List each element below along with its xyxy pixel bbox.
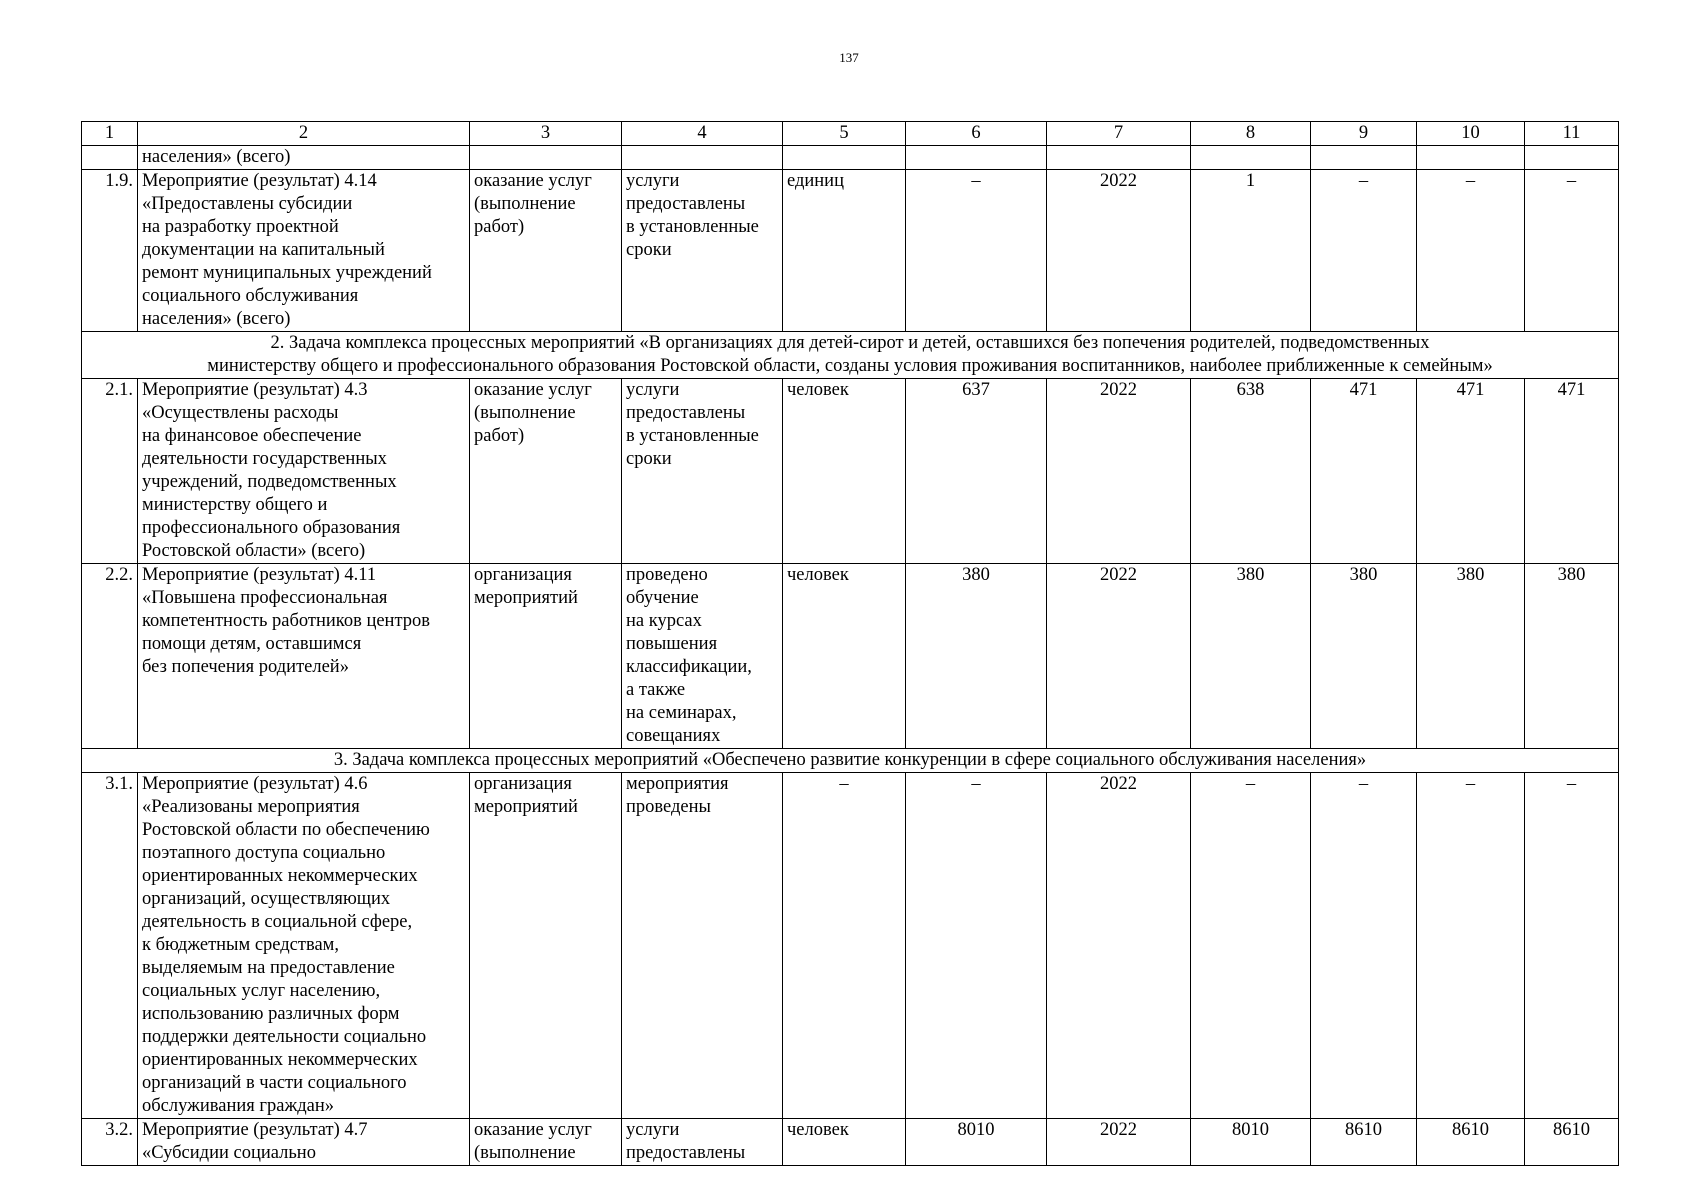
activity-type: оказание услуг (выполнение работ) <box>470 379 622 564</box>
value-cell: 380 <box>1417 564 1525 749</box>
value-cell: 8610 <box>1525 1119 1619 1166</box>
table-row <box>82 564 1619 749</box>
activity-characteristic: услуги предоставлены в установленные сроки <box>622 379 783 564</box>
value-cell: 2022 <box>1047 773 1191 1119</box>
value-cell: 2022 <box>1047 379 1191 564</box>
table-row <box>82 1119 1619 1166</box>
table-row <box>82 379 1619 564</box>
value-cell: 471 <box>1525 379 1619 564</box>
activity-name: Мероприятие (результат) 4.7 «Субсидии социально <box>138 1119 470 1166</box>
header-cell: 1 <box>82 122 138 146</box>
value-cell: 2022 <box>1047 564 1191 749</box>
row-number: 1.9. <box>82 170 138 332</box>
value-cell: – <box>1311 773 1417 1119</box>
activity-type: оказание услуг (выполнение <box>470 1119 622 1166</box>
value-cell: 8610 <box>1311 1119 1417 1166</box>
row-number: 3.2. <box>82 1119 138 1166</box>
value-cell: 8010 <box>906 1119 1047 1166</box>
header-cell: 10 <box>1417 122 1525 146</box>
value-cell: 380 <box>1525 564 1619 749</box>
activity-characteristic: мероприятия проведены <box>622 773 783 1119</box>
value-cell: 637 <box>906 379 1047 564</box>
continuation-row <box>82 146 1619 170</box>
unit: человек <box>783 1119 906 1166</box>
value-cell: 2022 <box>1047 1119 1191 1166</box>
value-cell: – <box>1417 773 1525 1119</box>
page-number: 137 <box>839 50 859 65</box>
value-cell: – <box>1417 170 1525 332</box>
activity-characteristic: услуги предоставлены в установленные сроки <box>622 170 783 332</box>
value-cell: – <box>1191 773 1311 1119</box>
header-row <box>82 122 1619 146</box>
header-cell: 8 <box>1191 122 1311 146</box>
activity-name: Мероприятие (результат) 4.6 «Реализованы мероприятия Ростовской области по обеспечению поэтапного доступа социально ориентированных некоммерческих организаций, осуществляющих деятельность в социальной сфере, к бюджетным средствам, выделяемым на предоставление социальных услуг населению, использованию различных форм поддержки деятельности социально ориентированных некоммерческих организаций в части социального обслуживания граждан» <box>138 773 470 1119</box>
activity-name: населения» (всего) <box>138 146 470 170</box>
value-cell: 8010 <box>1191 1119 1311 1166</box>
value-cell: – <box>1525 170 1619 332</box>
activity-name: Мероприятие (результат) 4.14 «Предоставлены субсидии на разработку проектной документации на капитальный ремонт муниципальных учреждений социального обслуживания населения» (всего) <box>138 170 470 332</box>
value-cell: – <box>1311 170 1417 332</box>
value-cell: 380 <box>1191 564 1311 749</box>
row-number: 2.2. <box>82 564 138 749</box>
value-cell: 2022 <box>1047 170 1191 332</box>
row-number: 3.1. <box>82 773 138 1119</box>
value-cell: 471 <box>1417 379 1525 564</box>
row-number <box>82 146 138 170</box>
activities-table <box>81 121 1619 1166</box>
table-row <box>82 170 1619 332</box>
activity-characteristic: проведено обучение на курсах повышения классификации, а также на семинарах, совещаниях <box>622 564 783 749</box>
unit: человек <box>783 564 906 749</box>
value-cell: 380 <box>1311 564 1417 749</box>
activity-type: организация мероприятий <box>470 773 622 1119</box>
header-cell: 4 <box>622 122 783 146</box>
header-cell: 2 <box>138 122 470 146</box>
header-cell: 9 <box>1311 122 1417 146</box>
row-number: 2.1. <box>82 379 138 564</box>
section-title: 3. Задача комплекса процессных мероприятий «Обеспечено развитие конкуренции в сфере социального обслуживания населения» <box>82 749 1619 773</box>
table-row <box>82 773 1619 1119</box>
section-row <box>82 332 1619 379</box>
unit: единиц <box>783 170 906 332</box>
value-cell: 638 <box>1191 379 1311 564</box>
section-title: 2. Задача комплекса процессных мероприятий «В организациях для детей-сирот и детей, оставшихся без попечения родителей, подведомственных министерству общего и профессионального образования Ростовской области, созданы условия проживания воспитанников, наиболее приближенные к семейным» <box>82 332 1619 379</box>
value-cell: 8610 <box>1417 1119 1525 1166</box>
value-cell: – <box>906 170 1047 332</box>
activity-name: Мероприятие (результат) 4.11 «Повышена профессиональная компетентность работников центров помощи детям, оставшимся без попечения родителей» <box>138 564 470 749</box>
activity-characteristic: услуги предоставлены <box>622 1119 783 1166</box>
value-cell: 471 <box>1311 379 1417 564</box>
activity-name: Мероприятие (результат) 4.3 «Осуществлены расходы на финансовое обеспечение деятельности государственных учреждений, подведомственных министерству общего и профессионального образования Ростовской области» (всего) <box>138 379 470 564</box>
header-cell: 3 <box>470 122 622 146</box>
activity-type: организация мероприятий <box>470 564 622 749</box>
header-cell: 11 <box>1525 122 1619 146</box>
header-cell: 5 <box>783 122 906 146</box>
value-cell: 380 <box>906 564 1047 749</box>
activity-type: оказание услуг (выполнение работ) <box>470 170 622 332</box>
value-cell: – <box>1525 773 1619 1119</box>
header-cell: 7 <box>1047 122 1191 146</box>
value-cell: 1 <box>1191 170 1311 332</box>
unit: – <box>783 773 906 1119</box>
unit: человек <box>783 379 906 564</box>
value-cell: – <box>906 773 1047 1119</box>
header-cell: 6 <box>906 122 1047 146</box>
section-row <box>82 749 1619 773</box>
